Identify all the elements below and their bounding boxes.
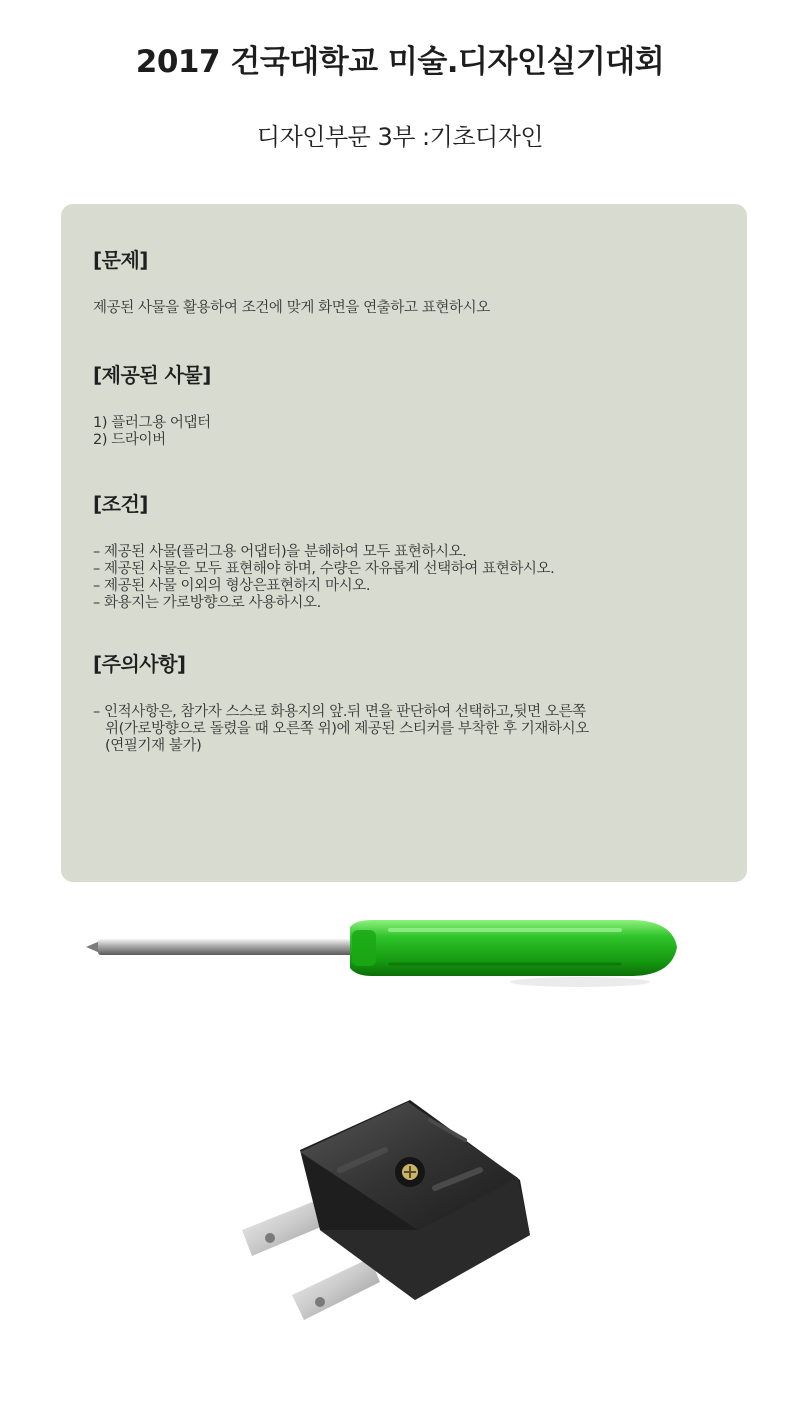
list-item: (연필기재 불가): [105, 738, 202, 754]
section-problem: [93, 244, 715, 317]
page-subtitle: 디자인부문 3부 :기초디자인: [256, 123, 544, 151]
section-conditions: [93, 488, 715, 612]
section-heading-notes: [주의사항]: [93, 652, 186, 676]
page-title: 2017 건국대학교 미술.디자인실기대회: [135, 44, 665, 80]
section-objects: [93, 359, 715, 449]
list-item: – 제공된 사물은 모두 표현해야 하며, 수량은 자유롭게 선택하여 표현하시오.: [93, 561, 555, 577]
section-body-objects: [93, 415, 715, 449]
section-heading-problem: [문제]: [93, 248, 148, 272]
list-item: 1) 플러그용 어댑터: [93, 415, 211, 431]
list-item: 2) 드라이버: [93, 432, 166, 448]
list-item: – 제공된 사물(플러그용 어댑터)을 분해하여 모두 표현하시오.: [93, 544, 467, 560]
list-item: 위(가로방향으로 돌렸을 때 오른쪽 위)에 제공된 스티커를 부착한 후 기재하시오: [105, 721, 589, 737]
section-heading-conditions: [조건]: [93, 492, 148, 516]
section-body-problem: [93, 300, 715, 317]
section-heading-objects: [제공된 사물]: [93, 363, 211, 387]
problem-panel: [61, 204, 747, 882]
section-notes: [93, 648, 715, 755]
body-line: 제공된 사물을 활용하여 조건에 맞게 화면을 연출하고 표현하시오: [93, 300, 490, 316]
list-item: – 제공된 사물 이외의 형상은표현하지 마시오.: [93, 578, 371, 594]
section-body-conditions: [93, 544, 715, 612]
list-item: – 화용지는 가로방향으로 사용하시오.: [93, 595, 321, 611]
list-item: – 인적사항은, 참가자 스스로 화용지의 앞.뒤 면을 판단하여 선택하고,뒷면 오른쪽: [93, 704, 586, 720]
screwdriver-image: [60, 890, 750, 1030]
section-body-notes: [93, 704, 715, 755]
plug-adapter-image: [180, 1060, 600, 1380]
